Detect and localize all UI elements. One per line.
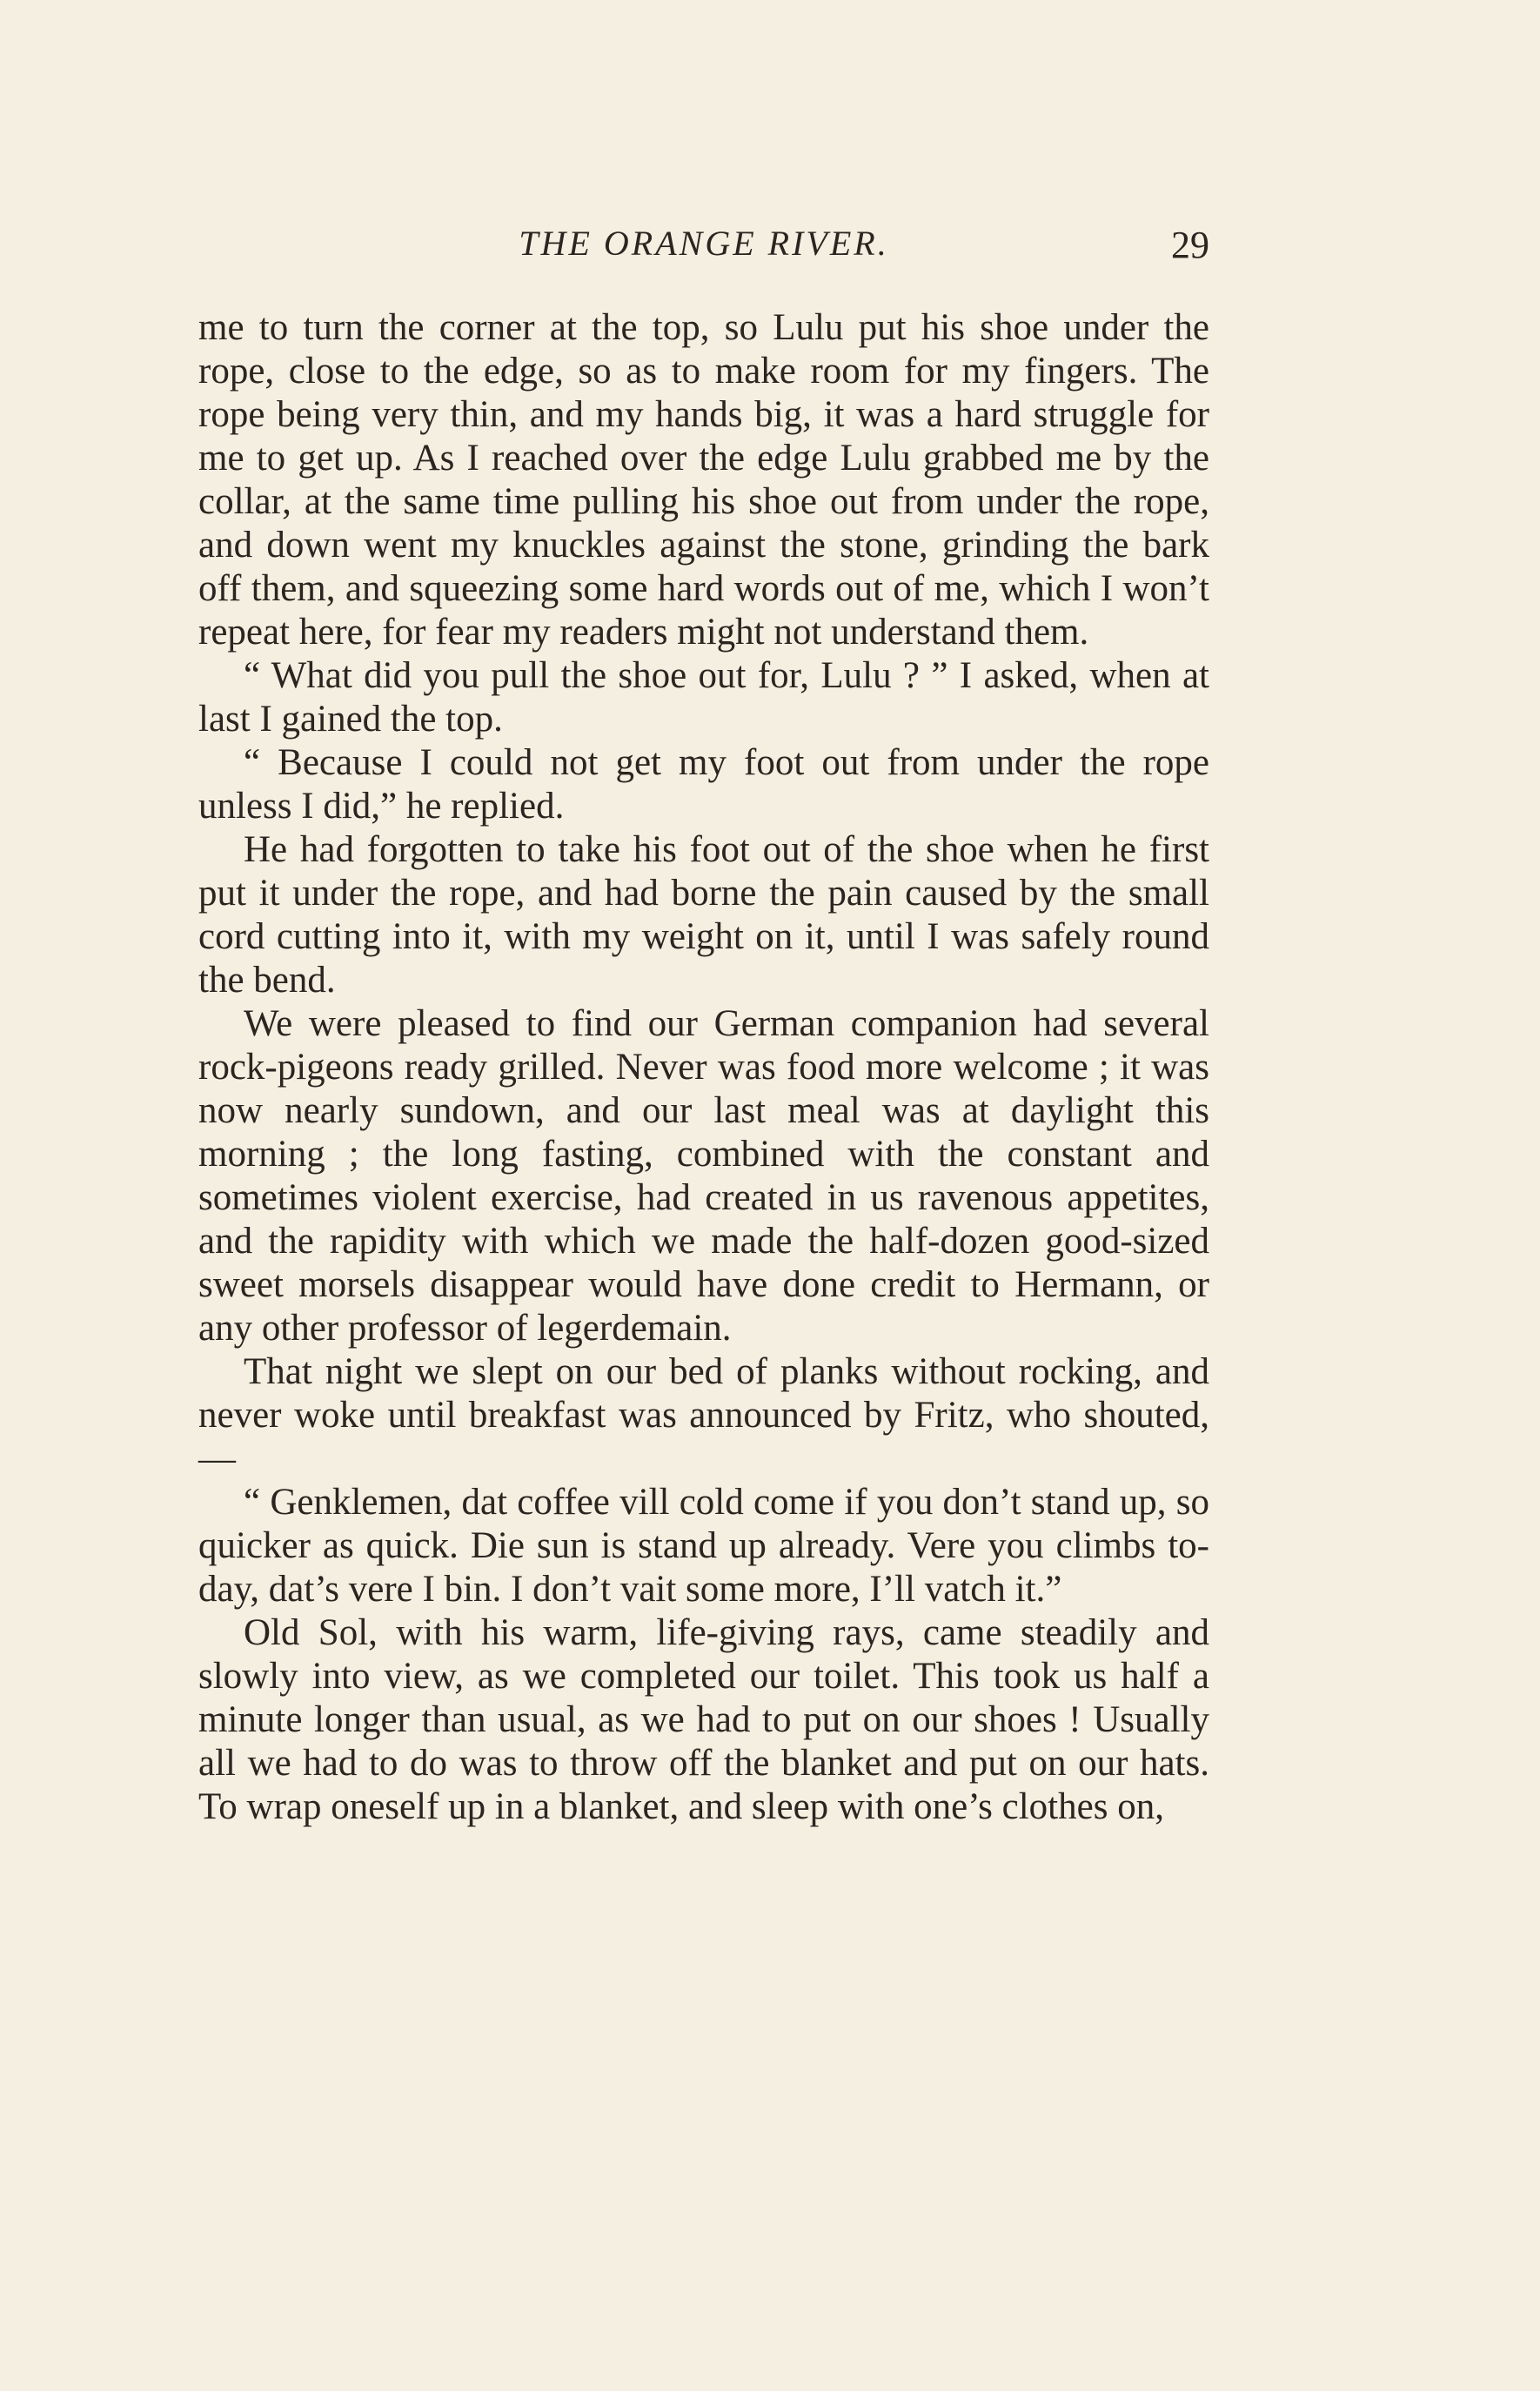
body-text	[198, 306, 1209, 1829]
paragraph: “ What did you pull the shoe out for, Lulu ? ” I asked, when at last I gained the top.	[198, 655, 1209, 740]
paragraph: Old Sol, with his warm, life-giving rays, came steadily and slowly into view, as we completed our toilet. This took us half a minute longer than usual, as we had to put on our shoes ! Usually all we had to do was to throw off the blanket and put on our hats. To wrap oneself up in a blanket, and sleep with one’s clothes on,	[198, 1612, 1209, 1827]
running-head	[198, 223, 1209, 275]
page-number: 29	[1171, 224, 1209, 266]
paragraph: “ Because I could not get my foot out from under the rope unless I did,” he replied.	[198, 742, 1209, 827]
paragraph: That night we slept on our bed of planks without rocking, and never woke until breakfast was announced by Fritz, who shouted,—	[198, 1351, 1209, 1479]
running-title: THE ORANGE RIVER.	[519, 224, 889, 263]
paragraph: He had forgotten to take his foot out of the shoe when he first put it under the rope, and had borne the pain caused by the small cord cutting into it, with my weight on it, until I was safely round the bend.	[198, 829, 1209, 1001]
paragraph: We were pleased to find our German companion had several rock-pigeons ready grilled. Never was food more welcome ; it was now nearly sundown, and our last meal was at daylight this morning ; the long fasting, combined with the constant and sometimes violent exercise, had created in us ravenous appetites, and the rapidity with which we made the half-dozen good-sized sweet morsels disappear would have done credit to Hermann, or any other professor of legerdemain.	[198, 1003, 1209, 1349]
paragraph: “ Genklemen, dat coffee vill cold come if you don’t stand up, so quicker as quick. Die sun is stand up already. Vere you climbs to-day, dat’s vere I bin. I don’t vait some more, I’ll vatch it.”	[198, 1482, 1209, 1610]
paragraph: me to turn the corner at the top, so Lulu put his shoe under the rope, close to the edge, so as to make room for my fingers. The rope being very thin, and my hands big, it was a hard struggle for me to get up. As I reached over the edge Lulu grabbed me by the collar, at the same time pulling his shoe out from under the rope, and down went my knuckles against the stone, grinding the bark off them, and squeezing some hard words out of me, which I won’t repeat here, for fear my readers might not understand them.	[198, 307, 1209, 653]
